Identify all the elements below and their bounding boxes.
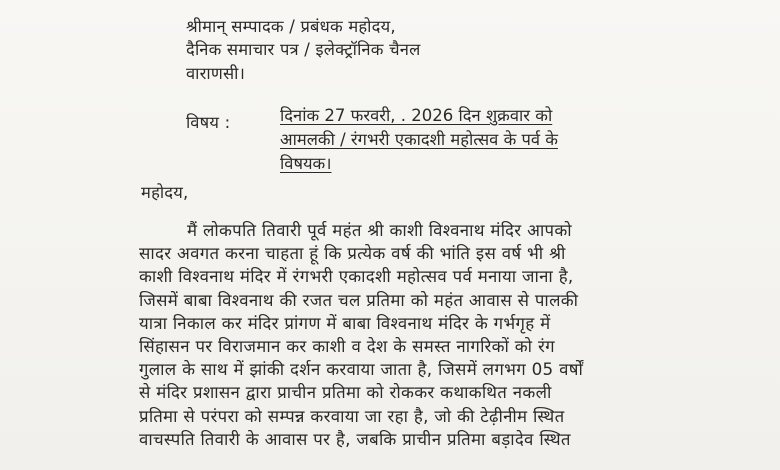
subject-label: विषय : [186, 113, 231, 132]
subject-line-2: आमलकी / रंगभरी एकादशी महोत्सव के पर्व के [280, 130, 558, 149]
body-line: से मंदिर प्रशासन द्वारा प्राचीन प्रतिमा को रोककर कथाकथित नकली [139, 382, 552, 403]
subject-block [280, 104, 670, 176]
body-line: गुलाल के साथ में झांकी दर्शन करवाया जाता है, जिसमें लगभग 05 वर्षों [139, 359, 584, 380]
subject-line-1: दिनांक 27 फरवरी, . 2026 दिन शुक्रवार को [280, 106, 553, 125]
addressee-line-2: दैनिक समाचार पत्र / इलेक्ट्रॉनिक चैनल [186, 40, 421, 59]
body-line: काशी विश्वनाथ मंदिर में रंगभरी एकादशी महोत्सव पर्व मनाया जाना है, [139, 266, 574, 287]
addressee-line-1: श्रीमान् सम्पादक / प्रबंधक महोदय, [186, 17, 396, 36]
addressee-line-3: वाराणसी। [186, 64, 246, 83]
body-paragraph [139, 219, 659, 451]
body-line: मैं लोकपति तिवारी पूर्व महंत श्री काशी विश्वनाथ मंदिर आपको [187, 220, 572, 240]
body-line: जिसमें बाबा विश्वनाथ की रजत चल प्रतिमा को महंत आवास से पालकी [139, 289, 579, 310]
body-line: सिंहासन पर विराजमान कर काशी व देश के समस्त नागरिकों को रंग [139, 336, 555, 357]
salutation: महोदय, [141, 183, 189, 202]
body-line: सादर अवगत करना चाहता हूं कि प्रत्येक वर्ष की भांति इस वर्ष भी श्री [139, 243, 566, 264]
body-line: प्रतिमा से परंपरा को सम्पन्न करवाया जा रहा है, जो की टेढ़ीनीम स्थित [139, 405, 565, 426]
subject-line-3: विषयक। [280, 154, 332, 173]
body-line: वाचस्पति तिवारी के आवास पर है, जबकि प्राचीन प्रतिमा बड़ादेव स्थित [139, 428, 571, 449]
body-line: यात्रा निकाल कर मंदिर प्रांगण में बाबा विश्वनाथ मंदिर के गर्भगृह में [139, 312, 551, 333]
